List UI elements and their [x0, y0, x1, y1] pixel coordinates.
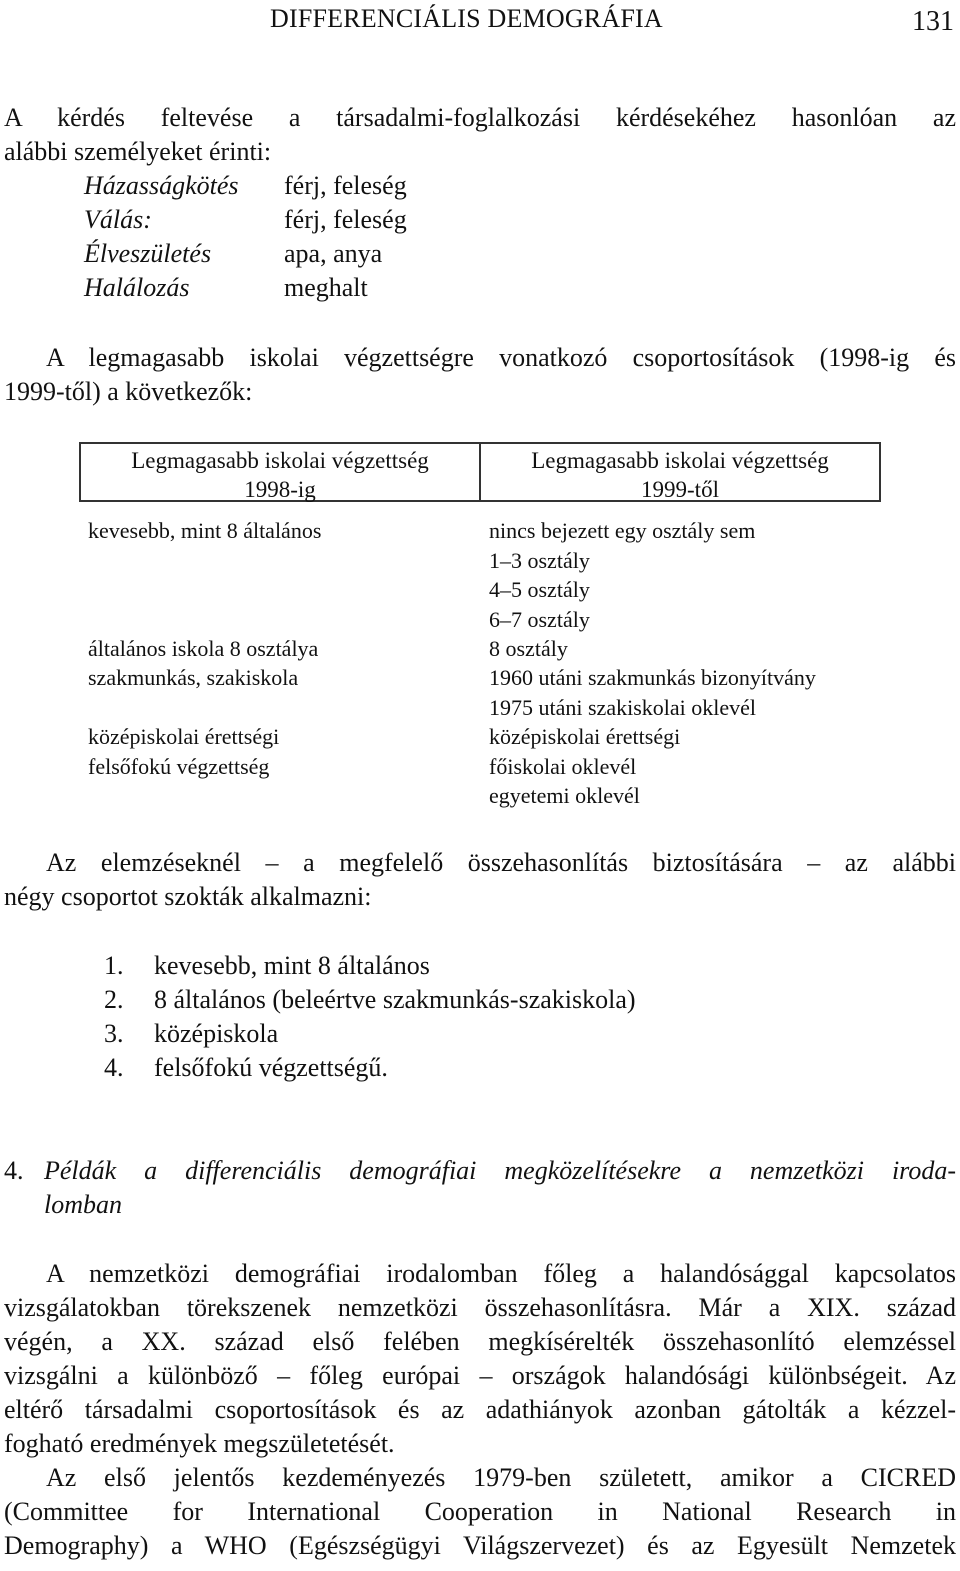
body-line: végén, a XX. század első felében megkísérelték összehasonlító elemzéssel — [4, 1327, 956, 1356]
section-number: 4. — [4, 1156, 24, 1185]
list-item — [104, 1051, 388, 1085]
page-number: 131 — [912, 6, 954, 37]
intro-line-2: alábbi személyeket érinti: — [4, 137, 272, 166]
analysis-line-1: Az elemzéseknél – a megfelelő összehasonlítás biztosítására – az alábbi — [46, 848, 956, 877]
list-text: 8 általános (beleértve szakmunkás-szakiskola) — [154, 985, 636, 1014]
body-line: vizsgálni a különböző – főleg európai – országok halandósági különbségeit. Az — [4, 1361, 956, 1390]
list-item — [104, 949, 430, 983]
section-title-line-2: lomban — [44, 1190, 122, 1219]
header-1998 — [81, 444, 481, 500]
body-line: Demography) a WHO (Egészségügyi Világszervezet) és az Egyesült Nemzetek — [4, 1531, 956, 1560]
list-number: 3. — [104, 1019, 124, 1048]
header-1998-line2: 1998-ig — [244, 477, 316, 502]
table-cell-right: 6–7 osztály — [489, 607, 590, 632]
table-cell-right: 4–5 osztály — [489, 577, 590, 602]
body-line: Az első jelentős kezdeményezés 1979-ben született, amikor a CICRED — [46, 1463, 956, 1492]
role-who: meghalt — [284, 273, 368, 302]
table-cell-left: általános iskola 8 osztálya — [88, 636, 319, 661]
header-1999-line1: Legmagasabb iskolai végzettség — [531, 448, 829, 473]
header-1999 — [481, 444, 879, 500]
table-cell-right: egyetemi oklevél — [489, 783, 640, 808]
list-number: 4. — [104, 1053, 124, 1082]
intro-line-1: A kérdés feltevése a társadalmi-foglalkozási kérdésekéhez hasonlóan az — [4, 103, 956, 132]
analysis-line-2: négy csoportot szokták alkalmazni: — [4, 882, 372, 911]
table-cell-left: kevesebb, mint 8 általános — [88, 518, 322, 543]
groups-intro-line-1: A legmagasabb iskolai végzettségre vonatkozó csoportosítások (1998-ig és — [46, 343, 956, 372]
table-cell-right: 1975 utáni szakiskolai oklevél — [489, 695, 756, 720]
list-item — [104, 983, 636, 1017]
header-1998-line1: Legmagasabb iskolai végzettség — [131, 448, 429, 473]
role-event: Házasságkötés — [84, 171, 239, 200]
header-1999-line2: 1999-től — [641, 477, 719, 502]
role-who: férj, feleség — [284, 205, 407, 234]
role-event: Halálozás — [84, 273, 190, 302]
table-cell-left: középiskolai érettségi — [88, 724, 280, 749]
running-header — [0, 2, 960, 42]
section-title-line-1: Példák a differenciális demográfiai megközelítésekre a nemzetközi iroda- — [44, 1156, 956, 1185]
body-line: vizsgálatokban törekszenek nemzetközi összehasonlításra. Már a XIX. század — [4, 1293, 956, 1322]
table-cell-right: 1–3 osztály — [489, 548, 590, 573]
list-number: 2. — [104, 985, 124, 1014]
role-event: Válás: — [84, 205, 152, 234]
table-cell-right: 1960 utáni szakmunkás bizonyítvány — [489, 665, 816, 690]
list-text: középiskola — [154, 1019, 279, 1048]
education-table-header — [79, 442, 881, 502]
running-title: DIFFERENCIÁLIS DEMOGRÁFIA — [270, 4, 663, 33]
list-text: kevesebb, mint 8 általános — [154, 951, 430, 980]
table-cell-left: felsőfokú végzettség — [88, 754, 270, 779]
table-cell-left: szakmunkás, szakiskola — [88, 665, 299, 690]
list-text: felsőfokú végzettségű. — [154, 1053, 388, 1082]
role-event: Élveszületés — [84, 239, 212, 268]
groups-intro-line-2: 1999-től) a következők: — [4, 377, 253, 406]
table-cell-right: nincs bejezett egy osztály sem — [489, 518, 756, 543]
body-line: A nemzetközi demográfiai irodalomban főleg a halandósággal kapcsolatos — [46, 1259, 956, 1288]
section-title — [44, 1154, 956, 1222]
table-cell-right: főiskolai oklevél — [489, 754, 637, 779]
table-cell-right: középiskolai érettségi — [489, 724, 681, 749]
role-who: apa, anya — [284, 239, 383, 268]
list-number: 1. — [104, 951, 124, 980]
body-line: eltérő társadalmi csoportosítások és az adathiányok azonban gátolták a kézzel- — [4, 1395, 956, 1424]
list-item — [104, 1017, 278, 1051]
table-cell-right: 8 osztály — [489, 636, 568, 661]
role-who: férj, feleség — [284, 171, 407, 200]
body-line: fogható eredmények megszületetését. — [4, 1429, 395, 1458]
body-line: (Committee for International Cooperation in National Research in — [4, 1497, 956, 1526]
